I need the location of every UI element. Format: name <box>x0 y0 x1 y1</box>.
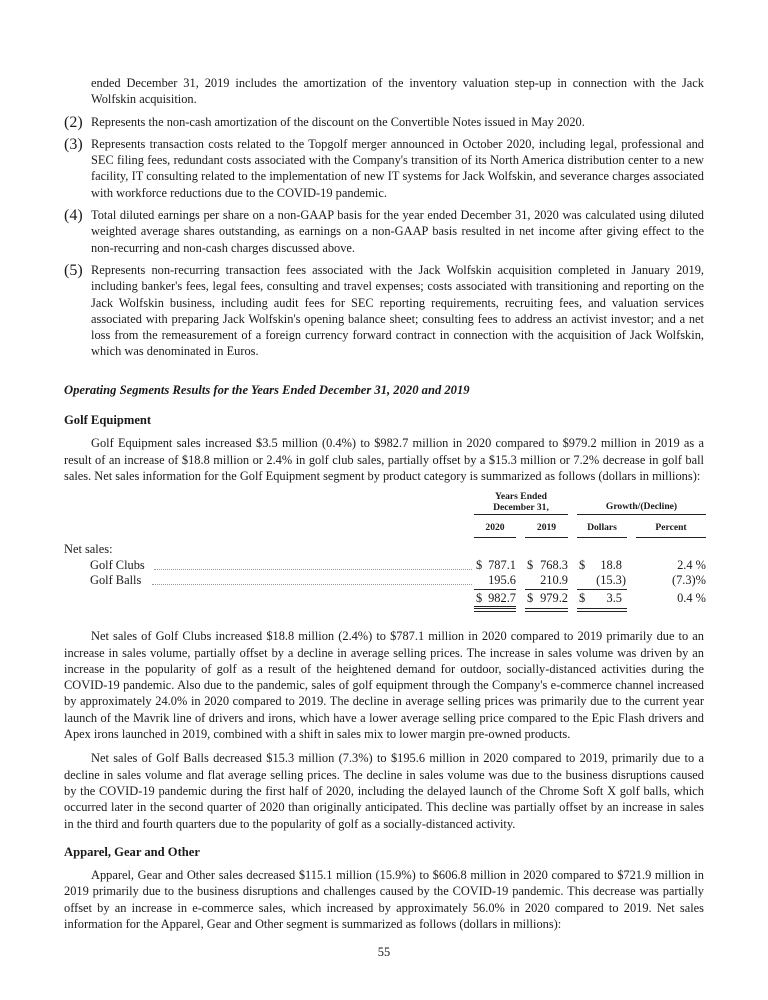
footnote-text: Represents the non-cash amortization of the discount on the Convertible Notes issued in May 2020. <box>91 114 585 129</box>
currency-symbol: $ <box>476 558 483 573</box>
total-percent: 0.4 % <box>677 591 706 606</box>
footnote-3 <box>64 136 704 201</box>
header-underline <box>577 514 706 515</box>
section-heading: Operating Segments Results for the Years Ended December 31, 2020 and 2019 <box>64 382 470 397</box>
apparel-heading: Apparel, Gear and Other <box>64 844 200 859</box>
footnote-5 <box>64 262 704 360</box>
column-underline <box>525 537 568 538</box>
column-underline <box>577 537 627 538</box>
value-2019: 210.9 <box>540 573 568 588</box>
column-underline <box>636 537 706 538</box>
footnote-number: (2) <box>64 113 83 131</box>
value-dollars: (15.3) <box>596 573 626 588</box>
currency-symbol: $ <box>527 591 534 606</box>
document-page <box>64 0 704 940</box>
golf-equipment-net-sales-table <box>64 491 706 606</box>
apparel-paragraph: Apparel, Gear and Other sales decreased $115.1 million (15.9%) to $606.8 million in 2020 compared to $721.9 million in 2019 primarily due to the business disruptions and challenges caused by the COVID-19 pandemic. This decrease was partially offset by an increase in e-commerce sales, which increased by approximately 56.0% in 2020 compared to 2019. Net sales information for the Apparel, Gear and Other segment is summarized as follows (dollars in millions): <box>64 868 704 931</box>
subtotal-underline <box>577 589 627 590</box>
column-underline <box>474 537 516 538</box>
column-header-2020: 2020 <box>485 522 505 534</box>
footnote-text: Total diluted earnings per share on a non-GAAP basis for the year ended December 31, 2020 was calculated using diluted weighted average shares outstanding, as earnings on a non-GAAP basis resulted in net income after giving effect to the non-recurring and non-cash charges discussed above. <box>91 208 704 255</box>
page-number: 55 <box>377 945 391 959</box>
row-label: Golf Balls <box>90 573 142 588</box>
golf-balls-paragraph: Net sales of Golf Balls decreased $15.3 million (7.3%) to $195.6 million in 2020 compared to 2019, primarily due to a decline in sales volume and flat average selling prices. The decline in sales volume was due to the business disruptions caused by the COVID-19 pandemic during the first half of 2020, including the delayed launch of the Chrome Soft X golf balls, which occurred later in the second quarter of 2020 than originally anticipated. This decline was partially offset by an increase in sales in the third and fourth quarters due to the popularity of golf as a socially-distanced activity. <box>64 751 704 831</box>
golf-equipment-intro: Golf Equipment sales increased $3.5 million (0.4%) to $982.7 million in 2020 compared to $979.2 million in 2019 as a result of an increase of $18.8 million or 2.4% in golf club sales, partially offset by a $15.3 million or 7.2% decrease in golf ball sales. Net sales information for the Golf Equipment segment by product category is summarized as follows (dollars in millions): <box>64 436 704 483</box>
value-percent: (7.3)% <box>671 573 706 588</box>
footnote-continuation: ended December 31, 2019 includes the amortization of the inventory valuation step-up in connection with the Jack Wolfskin acquisition. <box>91 76 704 107</box>
golf-equipment-heading: Golf Equipment <box>64 413 152 428</box>
value-percent: 2.4 % <box>677 558 706 573</box>
total-double-underline <box>474 608 516 612</box>
footnote-number: (3) <box>64 135 83 153</box>
leader-dots <box>152 584 472 585</box>
footnote-number: (4) <box>64 207 83 225</box>
footnote-number: (5) <box>64 261 83 279</box>
footnote-text: Represents transaction costs related to the Topgolf merger announced in October 2020, including legal, professional and SEC filing fees, redundant costs associated with the Company's transition of its North America distribution center to a new facility, IT consulting related to the implementation of new IT systems for Jack Wolfskin, and severance charges associated with workforce reductions due to the COVID-19 pandemic. <box>91 136 704 200</box>
value-2019: 768.3 <box>540 558 568 573</box>
value-dollars: 18.8 <box>600 558 622 573</box>
footnote-4 <box>64 207 704 256</box>
header-underline <box>474 514 568 515</box>
total-double-underline <box>577 608 627 612</box>
total-2019: 979.2 <box>540 591 568 606</box>
column-header-2019: 2019 <box>536 522 557 534</box>
total-dollars: 3.5 <box>606 591 622 606</box>
subtotal-underline <box>474 589 516 590</box>
currency-symbol: $ <box>527 558 534 573</box>
leader-dots <box>154 569 472 570</box>
value-2020: 195.6 <box>488 573 516 588</box>
total-single-underline <box>474 606 516 607</box>
total-double-underline <box>525 608 568 612</box>
header-years-ended: Years Ended December 31, <box>493 491 549 513</box>
value-2020: 787.1 <box>488 558 516 573</box>
section-label-net-sales: Net sales: <box>64 542 113 557</box>
footnote-text: Represents non-recurring transaction fees associated with the Jack Wolfskin acquisition completed in January 2019, including banker's fees, legal fees, consulting and travel expenses; costs associated with transitioning and reporting on the Jack Wolfskin business, including audit fees for SEC reporting requirements, recruiting fees, and valuation services associated with preparing Jack Wolfskin's opening balance sheet; consulting fees to address an activist investor; and a net loss from the remeasurement of a foreign currency forward contract in connection with the acquisition of Jack Wolfskin, which was denominated in Euros. <box>91 262 704 359</box>
currency-symbol: $ <box>476 591 483 606</box>
currency-symbol: $ <box>579 591 586 606</box>
footnote-2 <box>64 114 704 130</box>
header-growth-decline: Growth/(Decline) <box>605 501 678 513</box>
golf-clubs-paragraph: Net sales of Golf Clubs increased $18.8 million (2.4%) to $787.1 million in 2020 compared to 2019 primarily due to an increase in sales volume, partially offset by a decline in average selling prices. The increase in sales volume was driven by an increase in the popularity of golf as a result of the heightened demand for outdoor, socially-distanced activities during the COVID-19 pandemic. Also due to the pandemic, sales of golf equipment through the Company's e-commerce channel increased by approximately 24.0% in 2020 compared to 2019. The decline in average selling prices was primarily due to the current year launch of the Mavrik line of drivers and irons, which have a lower average selling price compared to the Epic Flash drivers and Apex irons launched in 2019, combined with a shift in sales mix to lower margin pre-owned products. <box>64 629 704 742</box>
currency-symbol: $ <box>579 558 586 573</box>
total-2020: 982.7 <box>488 591 516 606</box>
subtotal-underline <box>525 589 568 590</box>
row-label: Golf Clubs <box>90 558 145 573</box>
column-header-percent: Percent <box>655 522 687 534</box>
column-header-dollars: Dollars <box>587 522 617 534</box>
